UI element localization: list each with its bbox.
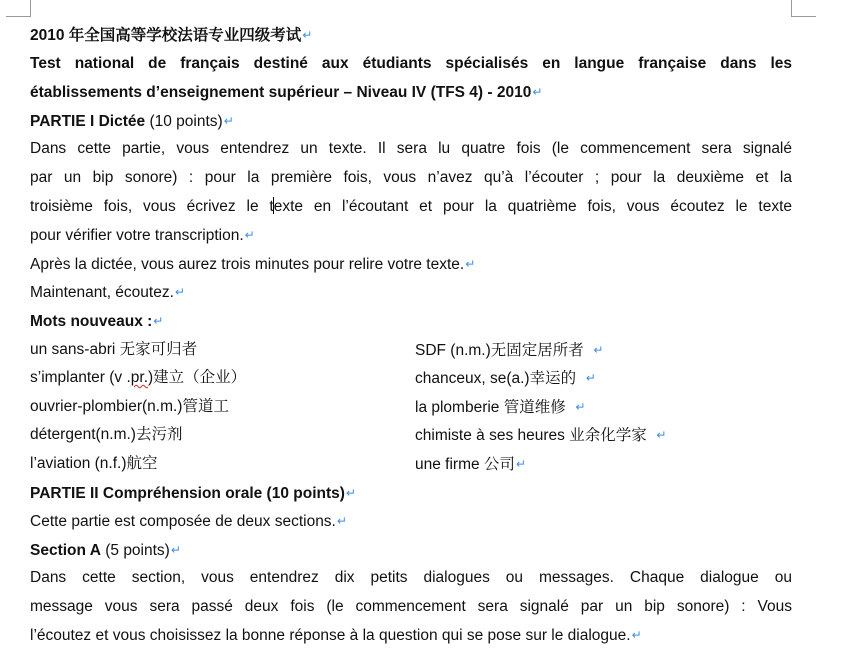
paragraph-mark: ↵ (532, 85, 543, 100)
paragraph-mark: ↵ (223, 113, 234, 128)
paragraph-mark: ↵ (336, 514, 347, 529)
paragraph-mark: ↵ (465, 256, 476, 271)
paragraph-mark: ↵ (302, 28, 313, 42)
partie-1-heading: PARTIE I Dictée (10 points)↵ (30, 107, 792, 136)
maintenant-text: Maintenant, écoutez.↵ (30, 278, 792, 307)
vocab-right: la plomberie 管道维修 ↵ (415, 393, 585, 423)
partie-2-description: Cette partie est composée de deux sections.↵ (30, 507, 792, 536)
paragraph-mark: ↵ (170, 542, 181, 557)
vocab-right: chimiste à ses heures 业余化学家 ↵ (415, 421, 666, 451)
mots-nouveaux-heading: Mots nouveaux :↵ (30, 307, 792, 336)
apres-dictee-text: Après la dictée, vous aurez trois minutes pour relire votre texte.↵ (30, 250, 792, 279)
paragraph-mark: ↵ (585, 371, 596, 386)
section-a-paragraph-line: message vous sera passé deux fois (le commencement sera signalé par un bip sonore) : Vous (30, 597, 792, 615)
exam-title-chinese: 2010 年全国高等学校法语专业四级考试↵ (30, 21, 792, 50)
vocab-left: détergent(n.m.)去污剂 (30, 426, 183, 444)
vocab-right: une firme 公司↵ (415, 450, 526, 480)
paragraph-mark: ↵ (656, 428, 667, 443)
dictee-paragraph-line: troisième fois, vous écrivez le texte en l’écoutant et pour la quatrième fois, vous écoutez le texte (30, 197, 793, 215)
vocab-left: un sans-abri 无家可归者 (30, 340, 198, 358)
vocab-left: l’aviation (n.f.)航空 (30, 454, 158, 472)
paragraph-mark: ↵ (244, 228, 255, 243)
document-body[interactable] (30, 21, 792, 650)
page-corner-mark-left (6, 0, 31, 17)
partie-2-heading: PARTIE II Compréhension orale (10 points)↵ (30, 479, 792, 508)
paragraph-mark: ↵ (575, 399, 586, 414)
paragraph-mark: ↵ (174, 285, 185, 300)
vocab-left: ouvrier-plombier(n.m.)管道工 (30, 397, 229, 415)
section-a-paragraph-line: Dans cette section, vous entendrez dix petits dialogues ou messages. Chaque dialogue ou (30, 569, 792, 587)
vocab-row (30, 421, 792, 450)
section-a-heading: Section A (5 points)↵ (30, 536, 792, 565)
vocab-right: chanceux, se(a.)幸运的 ↵ (415, 364, 596, 394)
dictee-paragraph-line: Dans cette partie, vous entendrez un texte. Il sera lu quatre fois (le commencement sera signalé (30, 140, 792, 158)
paragraph-mark: ↵ (593, 342, 604, 357)
page-corner-mark-right (791, 0, 816, 17)
dictee-paragraph-line: pour vérifier votre transcription.↵ (30, 221, 792, 250)
paragraph-mark: ↵ (515, 456, 526, 471)
exam-title-french-line-1: Test national de français destiné aux étudiants spécialisés en langue française dans les (30, 54, 792, 72)
vocab-left: s’implanter (v .pr.)建立（企业） (30, 369, 247, 387)
vocab-row (30, 336, 792, 365)
paragraph-mark: ↵ (631, 628, 642, 643)
paragraph-mark: ↵ (153, 313, 164, 328)
vocab-row (30, 450, 792, 479)
exam-title-french-line-2: établissements d’enseignement supérieur – Niveau IV (TFS 4) - 2010↵ (30, 78, 792, 107)
dictee-paragraph-line: par un bip sonore) : pour la première fois, vous n’avez qu’à l’écouter ; pour la deuxième et la (30, 168, 792, 186)
vocab-right: SDF (n.m.)无固定居所者 ↵ (415, 336, 603, 366)
section-a-paragraph-line: l’écoutez et vous choisissez la bonne réponse à la question qui se pose sur le dialogue.↵ (30, 621, 792, 650)
vocab-row (30, 364, 792, 393)
vocab-row (30, 393, 792, 422)
spelling-error-underline[interactable]: pr. (130, 369, 149, 387)
paragraph-mark: ↵ (345, 485, 356, 500)
